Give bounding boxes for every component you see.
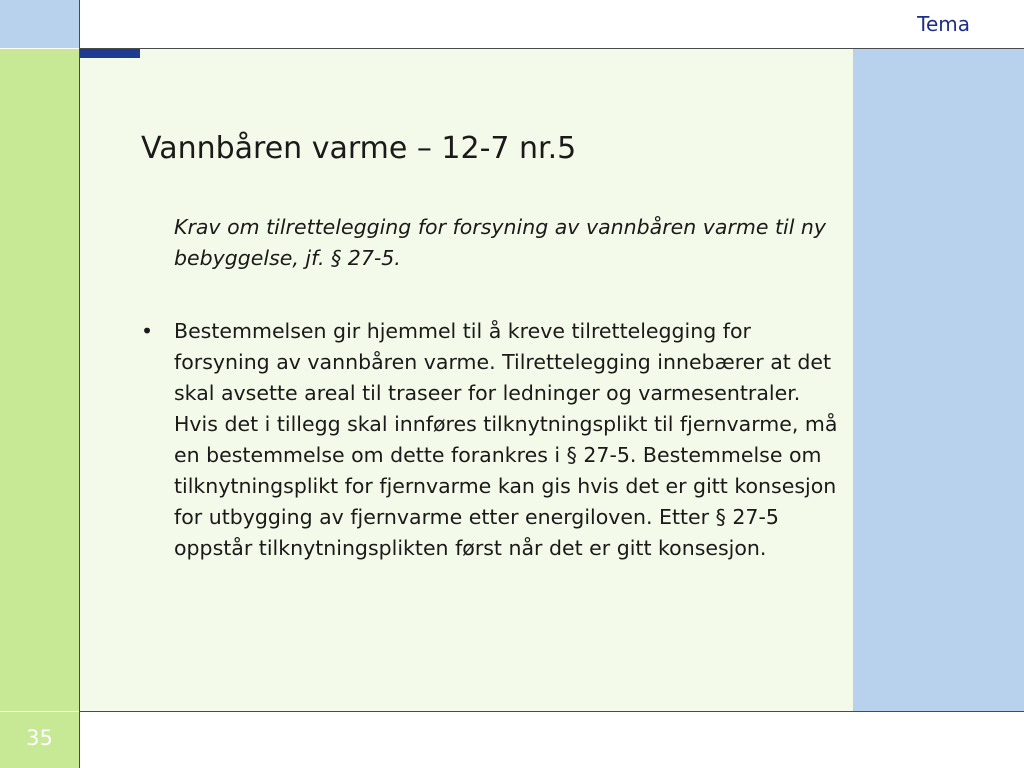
right-blue-column — [853, 49, 1024, 711]
section-label: Tema — [917, 12, 970, 36]
vertical-divider — [79, 0, 80, 768]
footer-divider — [79, 711, 1024, 712]
slide-title: Vannbåren varme – 12-7 nr.5 — [141, 131, 577, 166]
slide-subtitle: Krav om tilrettelegging for forsyning av vannbåren varme til ny bebyggelse, jf. § 27-5. — [174, 215, 827, 270]
left-green-column — [0, 49, 79, 711]
left-top-block — [0, 0, 79, 48]
page-number: 35 — [26, 726, 53, 750]
header-divider — [79, 48, 1024, 49]
bullet-text: Bestemmelsen gir hjemmel til å kreve tilrettelegging for forsyning av vannbåren varme. Tilrettelegging innebærer at det skal avsette areal til traseer for ledninger og varmesentraler. Hvis det i tillegg skal innføres tilknytningsplikt til fjernvarme, må en bestemmelse om dette forankres i § 27-5. Bestemmelse om tilknytningsplikt for fjernvarme kan gis hvis det er gitt konsesjon for utbygging av fjernvarme etter energiloven. Etter § 27-5 oppstår tilknytningsplikten først når det er gitt konsesjon. — [174, 319, 838, 560]
accent-bar — [80, 49, 140, 58]
bullet-marker: • — [141, 319, 154, 343]
